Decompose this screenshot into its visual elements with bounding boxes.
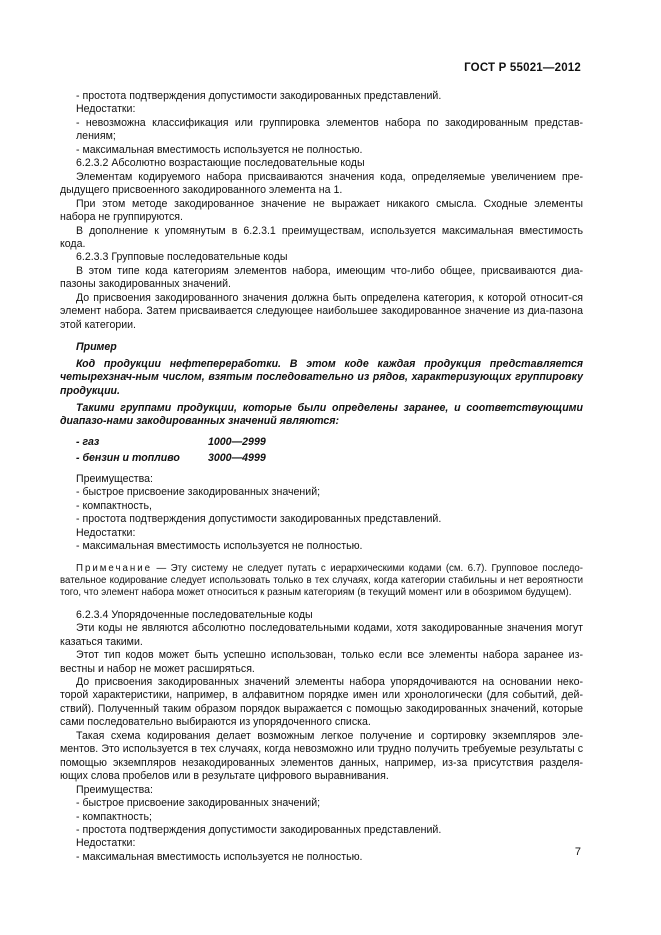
document-header: ГОСТ Р 55021—2012: [464, 62, 581, 74]
paragraph: Этот тип кодов может быть успешно использован, только если все элементы набора заранее из-вестны и набор не может расширяться.: [60, 649, 583, 675]
paragraph: - простота подтверждения допустимости закодированных представлений.: [76, 823, 442, 836]
paragraph: При этом методе закодированное значение не выражает никакого смысла. Сходные элементы набора не группируются.: [60, 197, 583, 224]
section-advantages: [60, 473, 583, 554]
note-text: — Эту систему не следует путать с иерархическими кодами (см. 6.7). Групповое последо-вательное кодирование следует использовать только в тех случаях, когда категории стабильны и нет вероятности того, что элемент набора может относиться к разным категориям (в текущий момент или в обозримом будущем).: [60, 562, 583, 599]
paragraph: Недостатки:: [76, 526, 136, 539]
paragraph: Пример: [76, 341, 117, 354]
paragraph: До присвоения закодированных значений элементы набора упорядочиваются на основании неко-торой характеристики, например, в алфавитном порядке имен или хронологически (для событий, дей-ствий). Полученный таким образом порядок выражается с помощью закодированных значений, которые сами последовательно выбираются из упорядоченного списка.: [60, 675, 583, 729]
page-content: [60, 90, 583, 864]
paragraph: В этом типе кода категориям элементов набора, имеющим что-либо общее, присваиваются диа-пазоны закодированных значений.: [60, 264, 583, 291]
example-row: [60, 436, 583, 449]
product-name: - бензин и топливо: [76, 452, 180, 465]
paragraph: - максимальная вместимость используется не полностью.: [76, 143, 363, 156]
paragraph: Эти коды не являются абсолютно последовательными кодами, хотя закодированные значения могут казаться такими.: [60, 622, 583, 648]
code-range: 1000—2999: [208, 435, 266, 448]
note-label: Примечание: [76, 562, 153, 574]
paragraph: - компактность;: [76, 810, 152, 823]
paragraph: Такая схема кодирования делает возможным легкое получение и сортировку экземпляров эле-ментов. Это используется в тех случаях, когда невозможно или трудно получить требуемые результаты с помощью экземпляров незакодированных элементов данных, например, из-за присутствия разделя-ющих слова пробелов или в результате цифрового выравнивания.: [60, 729, 583, 783]
product-name: - газ: [76, 435, 100, 448]
section-main: [60, 90, 583, 429]
paragraph: - простота подтверждения допустимости закодированных представлений.: [76, 90, 442, 102]
note: [60, 563, 583, 600]
paragraph: Код продукции нефтепереработки. В этом коде каждая продукция представляется четырехзнач-ным числом, взятым последовательно из рядов, характеризующих группировку продукции.: [60, 357, 583, 397]
paragraph: Недостатки:: [76, 837, 136, 850]
example-row: [60, 452, 583, 465]
paragraph: - простота подтверждения допустимости закодированных представлений.: [76, 513, 442, 526]
page-number: 7: [574, 846, 581, 858]
paragraph: - максимальная вместимость используется не полностью.: [76, 850, 363, 863]
code-range: 3000—4999: [208, 452, 266, 465]
paragraph: Преимущества:: [76, 783, 153, 796]
paragraph: Элементам кодируемого набора присваиваются значения кода, определяемые увеличением пре-дыдущего присвоенного закодированного элемента на 1.: [60, 170, 583, 197]
paragraph: - максимальная вместимость используется не полностью.: [76, 540, 363, 553]
paragraph: - компактность,: [76, 499, 152, 512]
paragraph: - невозможна классификация или группировка элементов набора по закодированным представ-лениям;: [76, 116, 583, 143]
paragraph: 6.2.3.3 Групповые последовательные коды: [76, 251, 288, 264]
section-ordered-codes: [60, 609, 583, 865]
paragraph: Такими группами продукции, которые были определены заранее, и соответствующими диапазо-нами закодированных значений являются:: [60, 401, 583, 428]
paragraph: До присвоения закодированного значения должна быть определена категория, к которой относит-ся элемент набора. Затем присваивается следующее наибольшее закодированное значение из диа-пазона этой категории.: [60, 291, 583, 331]
paragraph: 6.2.3.4 Упорядоченные последовательные коды: [76, 608, 313, 621]
paragraph: 6.2.3.2 Абсолютно возрастающие последовательные коды: [76, 157, 365, 170]
paragraph: - быстрое присвоение закодированных значений;: [76, 486, 321, 499]
paragraph: Преимущества:: [76, 472, 153, 485]
example-table: [60, 436, 583, 466]
paragraph: - быстрое присвоение закодированных значений;: [76, 797, 321, 810]
paragraph: В дополнение к упомянутым в 6.2.3.1 преимуществам, используется максимальная вместимость кода.: [60, 224, 583, 250]
paragraph: Недостатки:: [76, 103, 136, 116]
